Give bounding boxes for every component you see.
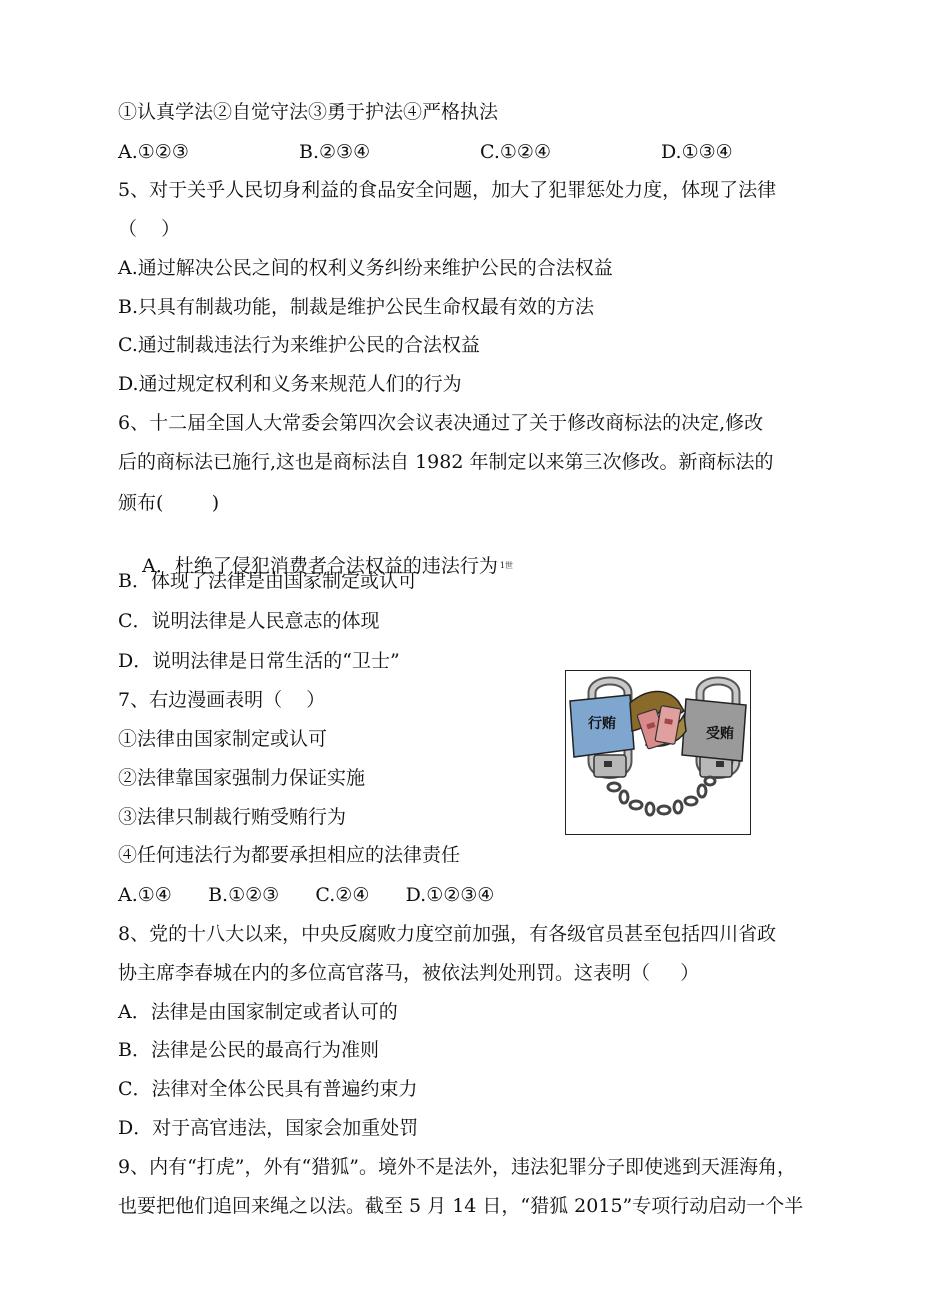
chain-link [620,791,628,803]
q9-stem-1: 9、内有“打虎”，外有“猎狐”。境外不是法外，违法犯罪分子即使逃到天涯海角， [118,1156,796,1178]
q5-option-d: D.通过规定权利和义务来规范人们的行为 [118,373,462,395]
right-sleeve-label: 受贿 [706,726,734,742]
q4-option-d: D.①③④ [661,141,733,163]
q8-option-d: D．对于高官违法，国家会加重处罚 [118,1117,419,1139]
chain-link [608,783,620,791]
q7-stem: 7、右边漫画表明（ ） [118,689,326,711]
chain-link [685,797,697,805]
left-sleeve-label: 行贿 [588,716,616,732]
q9-stem-2: 也要把他们追回来绳之以法。截至 5 月 14 日，“猎狐 2015”专项行动启动一个半 [118,1195,804,1217]
chain-link [646,803,654,815]
q4-option-c: C.①②④ [480,141,551,163]
chain-link [705,777,715,785]
q7-options: A.①④ B.①②③ C.②④ D.①②③④ [118,884,495,906]
q4-option-b: B.②③④ [299,141,371,163]
q6-option-c: C．说明法律是人民意志的体现 [118,610,380,632]
chain-link [674,801,682,813]
q8-stem-2: 协主席李春城在内的多位高官落马，被依法判处刑罚。这表明（ ） [118,962,700,984]
cuff-chain [608,777,715,815]
right-cuff-keyhole [716,761,724,767]
bribery-cartoon [565,670,751,835]
chain-link [630,801,642,809]
q6-option-a: A．杜绝了侵犯消费者合法权益的违法行为 [142,555,498,577]
q7-statement-2: ②法律靠国家强制力保证实施 [118,767,366,789]
q4-statements: ①认真学法②自觉守法③勇于护法④严格执法 [118,101,499,123]
q7-statement-4: ④任何违法行为都要承担相应的法律责任 [118,844,461,866]
q6-stem-3: 颁布( ) [118,492,220,514]
q8-option-b: B．法律是公民的最高行为准则 [118,1039,379,1061]
q7-statement-1: ①法律由国家制定或认可 [118,728,328,750]
q6-stem-2: 后的商标法已施行,这也是商标法自 1982 年制定以来第三次修改。新商标法的 [118,451,774,473]
q6-option-d: D．说明法律是日常生活的“卫士” [118,650,400,672]
q5-paren: （ ） [118,218,181,240]
q7-statement-3: ③法律只制裁行贿受贿行为 [118,806,347,828]
chain-link [658,806,670,814]
chain-link [698,785,706,797]
q5-option-b: B.只具有制裁功能，制裁是维护公民生命权最有效的方法 [118,296,595,318]
q5-option-c: C.通过制裁违法行为来维护公民的合法权益 [118,334,480,356]
q6-stem-1: 6、十二届全国人大常委会第四次会议表决通过了关于修改商标法的决定,修改 [118,412,764,434]
q8-stem-1: 8、党的十八大以来，中央反腐败力度空前加强，有各级官员甚至包括四川省政 [118,923,777,945]
q8-option-a: A．法律是由国家制定或者认可的 [118,1001,398,1023]
q5-stem: 5、对于关乎人民切身利益的食品安全问题，加大了犯罪惩处力度，体现了法律 [118,179,777,201]
q5-option-a: A.通过解决公民之间的权利义务纠纷来维护公民的合法权益 [118,257,613,279]
cartoon-drawing [566,671,751,835]
q6-option-b: B．体现了法律是由国家制定或认可 [118,570,417,592]
q4-option-a: A.①②③ [118,141,189,163]
q6-stray-mark: 1世 [499,561,513,570]
left-cuff-keyhole [604,761,612,767]
q4-options [118,140,733,164]
q8-option-c: C．法律对全体公民具有普遍约束力 [118,1078,418,1100]
